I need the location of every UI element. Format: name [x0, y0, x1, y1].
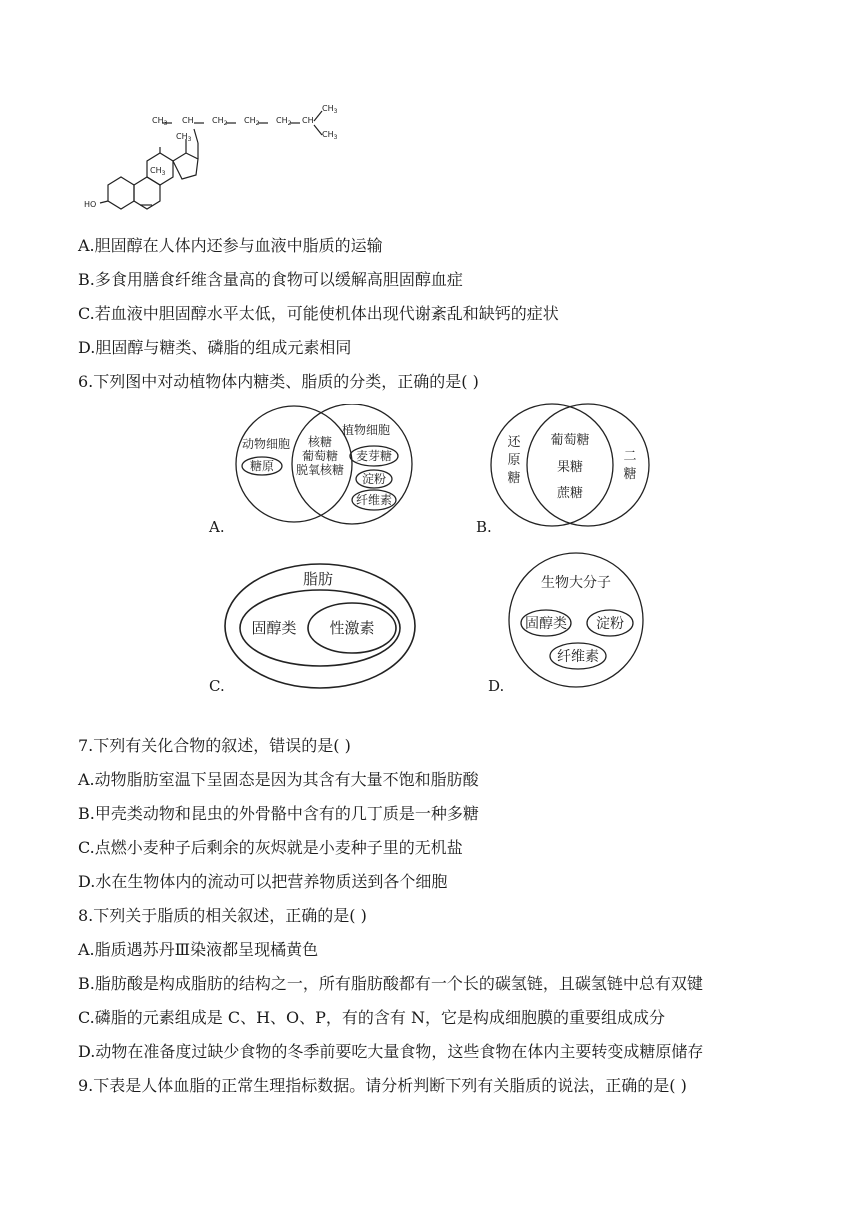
b-overlap-3: 蔗糖 — [556, 486, 584, 501]
a-overlap-2: 葡萄糖 — [301, 449, 339, 463]
chain-atom-4: $CH_2$ — [244, 116, 260, 127]
a-right-item-3: 纤维素 — [355, 493, 393, 507]
c-outer: 脂肪 — [302, 570, 334, 588]
diagram-c — [222, 560, 418, 692]
q5-option-b: B.多食用膳食纤维含量高的食物可以缓解高胆固醇血症 — [78, 270, 463, 289]
q5-option-a: A.胆固醇在人体内还参与血液中脂质的运输 — [78, 236, 383, 255]
d-outer: 生物大分子 — [541, 575, 611, 591]
q7-option-c: C.点燃小麦种子后剩余的灰烬就是小麦种子里的无机盐 — [78, 838, 463, 857]
a-right-item-1: 麦芽糖 — [355, 449, 393, 463]
q5-option-c: C.若血液中胆固醇水平太低，可能使机体出现代谢紊乱和缺钙的症状 — [78, 304, 559, 323]
cholesterol-structure — [78, 95, 348, 230]
q5-option-d: D.胆固醇与糖类、磷脂的组成元素相同 — [78, 338, 352, 357]
b-left-1: 还 — [507, 435, 521, 450]
q8-stem: 8.下列关于脂质的相关叙述，正确的是( ) — [78, 906, 367, 925]
diagram-a-label: A. — [209, 518, 225, 536]
d-item-3: 纤维素 — [557, 649, 599, 665]
methyl-bottom: $CH_3$ — [322, 130, 338, 141]
chain-atom-3: $CH_2$ — [212, 116, 228, 127]
diagram-a — [228, 404, 418, 528]
q7-option-b: B.甲壳类动物和昆虫的外骨骼中含有的几丁质是一种多糖 — [78, 804, 479, 823]
b-left-3: 糖 — [507, 471, 521, 486]
diagram-c-label: C. — [209, 677, 225, 695]
a-left-item: 糖原 — [249, 459, 275, 473]
ring-methyl-2: $CH_3$ — [150, 166, 166, 177]
b-right-2: 糖 — [623, 467, 637, 482]
b-overlap-1: 葡萄糖 — [550, 433, 590, 448]
a-right-title: 植物细胞 — [341, 423, 391, 437]
c-inner: 性激素 — [329, 619, 375, 637]
q6-stem: 6.下列图中对动植物体内糖类、脂质的分类，正确的是( ) — [78, 372, 479, 391]
chain-atom-5: $CH_2$ — [276, 116, 292, 127]
a-left-title: 动物细胞 — [241, 437, 291, 451]
diagram-b-label: B. — [476, 518, 492, 536]
b-left-2: 原 — [507, 453, 521, 468]
q7-option-a: A.动物脂肪室温下呈固态是因为其含有大量不饱和脂肪酸 — [78, 770, 479, 789]
q8-option-a: A.脂质遇苏丹Ⅲ染液都呈现橘黄色 — [78, 940, 319, 959]
q8-option-c: C.磷脂的元素组成是 C、H、O、P，有的含有 N，它是构成细胞膜的重要组成成分 — [78, 1008, 666, 1027]
q9-stem: 9.下表是人体血脂的正常生理指标数据。请分析判断下列有关脂质的说法，正确的是( ) — [78, 1076, 687, 1095]
chain-atom-2: CH — [182, 116, 194, 125]
diagram-d — [506, 550, 646, 690]
a-overlap-1: 核糖 — [307, 435, 333, 449]
q8-option-d: D.动物在准备度过缺少食物的冬季前要吃大量食物，这些食物在体内主要转变成糖原储存 — [78, 1042, 704, 1061]
q7-option-d: D.水在生物体内的流动可以把营养物质送到各个细胞 — [78, 872, 448, 891]
a-overlap-3: 脱氧核糖 — [295, 463, 345, 477]
hydroxyl-label: HO — [84, 200, 97, 209]
b-right-1: 二 — [623, 449, 637, 464]
ring-methyl-1: $CH_3$ — [176, 132, 192, 143]
c-middle: 固醇类 — [251, 619, 297, 637]
q8-option-b: B.脂肪酸是构成脂肪的结构之一，所有脂肪酸都有一个长的碳氢链，且碳氢链中总有双键 — [78, 974, 703, 993]
chain-atom-1: $CH_3$ — [152, 116, 168, 127]
q7-stem: 7.下列有关化合物的叙述，错误的是( ) — [78, 736, 351, 755]
diagram-d-label: D. — [488, 677, 505, 695]
d-item-1: 固醇类 — [525, 616, 567, 632]
d-item-2: 淀粉 — [596, 616, 624, 632]
methyl-top: $CH_3$ — [322, 104, 338, 115]
diagram-b — [490, 402, 650, 530]
a-right-item-2: 淀粉 — [361, 472, 387, 486]
chain-atom-6: CH — [302, 116, 314, 125]
b-overlap-2: 果糖 — [556, 460, 584, 475]
